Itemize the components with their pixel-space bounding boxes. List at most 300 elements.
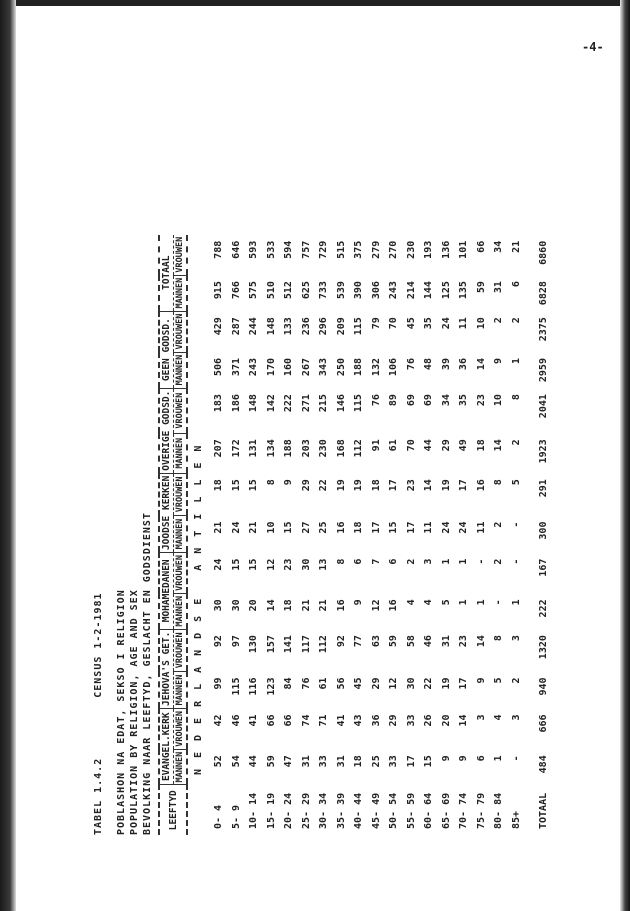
cell-value: 230 [405,240,417,259]
cell-value: 19 [440,479,452,492]
cell-value: 7 [370,558,382,565]
cell-value: 16 [388,599,399,612]
cell-value: 3 [510,714,522,721]
cell-value: 17 [405,521,417,534]
cell-value: 141 [283,635,294,654]
cell-value: 34 [493,240,504,253]
cell-value: 48 [423,358,434,371]
cell-value: 30 [230,599,242,612]
cell-value: 47 [283,755,294,768]
cell-value: 35 [423,317,434,330]
cell-value: 12 [265,558,277,571]
table-row [333,235,351,835]
cell-value: 29 [300,479,312,492]
sex-subheader: VROUWEN [174,388,188,433]
cell-value: 21 [213,521,224,534]
age-group: 20- 24 [283,792,294,829]
cell-value: 79 [370,317,382,330]
cell-value: 76 [370,394,382,407]
total-value: 666 [538,714,549,733]
cell-value: 23 [405,479,417,492]
table-row [403,235,421,835]
column-group-header: EVANGEL.KERK [159,708,174,785]
cell-value: 36 [458,358,469,371]
cell-value: 31 [335,755,347,768]
cell-value: 23 [283,558,294,571]
table-row [298,235,316,835]
cell-value: 19 [440,677,452,690]
cell-value: 42 [213,714,224,727]
cell-value: 1 [510,358,522,365]
cell-value: 729 [318,240,329,259]
cell-value: 20 [440,714,452,727]
cell-value: 1 [458,558,469,565]
cell-value: 136 [440,240,452,259]
cell-value: 33 [318,755,329,768]
cell-value: 267 [300,358,312,377]
age-group: 15- 19 [265,792,277,829]
cell-value: 18 [353,521,364,534]
scan-edge-left [0,0,16,911]
cell-value: 25 [370,755,382,768]
cell-value: 188 [283,439,294,458]
cell-value: 61 [318,677,329,690]
cell-value: 66 [265,714,277,727]
sex-subheader: MANNEN [174,671,188,708]
cell-value: 186 [230,394,242,413]
cell-value: 14 [423,479,434,492]
cell-value: 4 [423,599,434,606]
cell-value: 296 [318,317,329,336]
age-group: 25- 29 [300,792,312,829]
cell-value: 116 [248,677,259,696]
cell-value: 243 [248,358,259,377]
cell-value: 593 [248,240,259,259]
cell-value: 106 [388,358,399,377]
total-value: 484 [538,755,549,774]
age-group: 85+ [510,810,522,829]
cell-value: 2 [510,439,522,446]
cell-value: 71 [318,714,329,727]
cell-value: 17 [458,677,469,690]
table-label: TABEL 1.4.2 [93,757,104,835]
cell-value: 58 [405,635,417,648]
title-papiamentu: POBLASHON NA EDAT, SEKSO I RELIGION [116,589,127,835]
table-row [350,235,368,835]
cell-value: 22 [318,479,329,492]
cell-value: 2 [510,677,522,684]
cell-value: 371 [230,358,242,377]
cell-value: - [510,521,522,528]
cell-value: 193 [423,240,434,259]
cell-value: 30 [213,599,224,612]
cell-value: 306 [370,281,382,300]
age-header: LEEFTYD [159,785,187,835]
cell-value: 49 [458,439,469,452]
total-value: 300 [538,521,549,540]
cell-value: 31 [300,755,312,768]
sex-subheader: VROUWEN [174,235,188,275]
cell-value: 14 [265,599,277,612]
cell-value: 59 [388,635,399,648]
cell-value: 41 [335,714,347,727]
cell-value: 575 [248,281,259,300]
table-row [473,235,491,835]
cell-value: 230 [318,439,329,458]
cell-value: 515 [335,240,347,259]
cell-value: 15 [283,521,294,534]
total-value: 1320 [538,635,549,660]
sex-subheader: VROUWEN [174,708,188,749]
age-group: 5- 9 [230,804,242,829]
cell-value: 66 [475,240,487,253]
cell-value: 30 [300,558,312,571]
cell-value: 146 [335,394,347,413]
cell-value: 29 [440,439,452,452]
cell-value: 31 [493,281,504,294]
cell-value: 148 [248,394,259,413]
cell-value: 99 [213,677,224,690]
cell-value: 33 [405,714,417,727]
cell-value: 19 [335,479,347,492]
cell-value: 15 [248,558,259,571]
page-number: -4- [582,40,604,54]
cell-value: 45 [405,317,417,330]
cell-value: 625 [300,281,312,300]
cell-value: 41 [248,714,259,727]
cell-value: 89 [388,394,399,407]
cell-value: 157 [265,635,277,654]
cell-value: 69 [405,394,417,407]
age-group: 70- 74 [458,792,469,829]
cell-value: 6 [388,558,399,565]
cell-value: 207 [213,439,224,458]
sex-subheader: MANNEN [174,516,188,553]
cell-value: 9 [475,677,487,684]
cell-value: 168 [335,439,347,458]
cell-value: 70 [388,317,399,330]
age-group: 55- 59 [405,792,417,829]
cell-value: 733 [318,281,329,300]
cell-value: 35 [458,394,469,407]
cell-value: 9 [458,755,469,762]
cell-value: 15 [388,521,399,534]
cell-value: 134 [265,439,277,458]
cell-value: 21 [300,599,312,612]
cell-value: 222 [283,394,294,413]
sex-subheader: MANNEN [174,433,188,473]
cell-value: 5 [510,479,522,486]
column-group-header: JEHOVA'S GET. [159,629,174,708]
cell-value: 16 [475,479,487,492]
cell-value: 29 [370,677,382,690]
age-group: 75- 79 [475,792,487,829]
cell-value: 70 [405,439,417,452]
cell-value: 244 [248,317,259,336]
table-row [438,235,456,835]
cell-value: 15 [230,479,242,492]
cell-value: 287 [230,317,242,336]
table-row [368,235,386,835]
cell-value: 6 [510,281,522,288]
cell-value: 132 [370,358,382,377]
cell-value: 209 [335,317,347,336]
cell-value: 10 [265,521,277,534]
cell-value: 539 [335,281,347,300]
table-row [210,235,228,835]
cell-value: 23 [458,635,469,648]
cell-value: 29 [388,714,399,727]
table-row [263,235,281,835]
cell-value: 46 [230,714,242,727]
cell-value: 1 [510,599,522,606]
total-label: TOTAAL [538,792,549,829]
cell-value: 39 [440,358,452,371]
cell-value: - [493,599,504,606]
scan-edge-right [620,0,630,911]
title-english: POPULATION BY RELIGION, AGE AND SEX [129,589,140,835]
column-group-header: JOODSE KERKEN [159,473,174,552]
cell-value: 9 [493,358,504,365]
age-group: 10- 14 [248,792,259,829]
total-value: 1923 [538,439,549,464]
cell-value: 91 [370,439,382,452]
cell-value: 14 [493,439,504,452]
age-group: 60- 64 [423,792,434,829]
cell-value: 92 [335,635,347,648]
cell-value: 8 [510,394,522,401]
total-value: 167 [538,558,549,577]
cell-value: 170 [265,358,277,377]
cell-value: 26 [423,714,434,727]
cell-value: 34 [440,394,452,407]
table-row [490,235,508,835]
cell-value: 1 [440,558,452,565]
cell-value: 18 [213,479,224,492]
cell-value: 56 [335,677,347,690]
cell-value: 21 [510,240,522,253]
cell-value: 2 [510,317,522,324]
sex-subheader: VROUWEN [174,553,188,594]
column-group-header: MOHAMEDANEN [159,553,174,630]
cell-value: 4 [493,714,504,721]
cell-value: 18 [370,479,382,492]
cell-value: 63 [370,635,382,648]
cell-value: 31 [440,635,452,648]
total-value: 2959 [538,358,549,383]
cell-value: 23 [475,394,487,407]
cell-value: 11 [423,521,434,534]
cell-value: 757 [300,240,312,259]
cell-value: 46 [423,635,434,648]
cell-value: 24 [213,558,224,571]
cell-value: 17 [388,479,399,492]
table-row [420,235,438,835]
table-heading [92,65,105,835]
cell-value: 133 [283,317,294,336]
table-row [315,235,333,835]
cell-value: 69 [423,394,434,407]
cell-value: 112 [353,439,364,458]
cell-value: 160 [283,358,294,377]
cell-value: - [510,755,522,762]
cell-value: 8 [493,635,504,642]
cell-value: 10 [475,317,487,330]
cell-value: 142 [265,394,277,413]
cell-value: 18 [283,599,294,612]
cell-value: 18 [353,755,364,768]
sex-subheader: VROUWEN [174,473,188,515]
cell-value: 512 [283,281,294,300]
age-group: 65- 69 [440,792,452,829]
rotated-table-page [92,65,549,835]
age-group: 30- 34 [318,792,329,829]
cell-value: 16 [335,599,347,612]
cell-value: 117 [300,635,312,654]
sex-subheader: VROUWEN [174,311,188,352]
cell-value: 76 [405,358,417,371]
cell-value: 45 [353,677,364,690]
sex-subheader: VROUWEN [174,629,188,671]
cell-value: 271 [300,394,312,413]
cell-value: 375 [353,240,364,259]
cell-value: 243 [388,281,399,300]
cell-value: 533 [265,240,277,259]
cell-value: 3 [423,558,434,565]
cell-value: 59 [265,755,277,768]
total-value: 940 [538,677,549,696]
cell-value: 788 [213,240,224,259]
cell-value: 9 [283,479,294,486]
cell-value: 14 [458,714,469,727]
cell-value: 101 [458,240,469,259]
cell-value: 215 [318,394,329,413]
cell-value: 30 [405,677,417,690]
cell-value: 123 [265,677,277,696]
cell-value: 52 [213,755,224,768]
cell-value: 236 [300,317,312,336]
cell-value: 84 [283,677,294,690]
cell-value: 270 [388,240,399,259]
cell-value: 43 [353,714,364,727]
cell-value: 115 [353,317,364,336]
age-group: 0- 4 [213,804,224,829]
cell-value: 131 [248,439,259,458]
cell-value: 14 [475,635,487,648]
cell-value: 97 [230,635,242,648]
sex-subheader: MANNEN [174,749,188,785]
column-group-header: TOTAAL [159,235,174,311]
cell-value: 279 [370,240,382,259]
cell-value: 250 [335,358,347,377]
cell-value: 12 [388,677,399,690]
cell-value: 21 [248,521,259,534]
cell-value: 112 [318,635,329,654]
cell-value: 36 [370,714,382,727]
cell-value: 429 [213,317,224,336]
cell-value: 15 [230,558,242,571]
cell-value: 130 [248,635,259,654]
cell-value: 9 [353,599,364,606]
cell-value: 24 [440,317,452,330]
cell-value: 3 [510,635,522,642]
cell-value: 33 [388,755,399,768]
cell-value: 15 [248,479,259,492]
age-group: 35- 39 [335,792,347,829]
table-row [228,235,246,835]
cell-value: 5 [493,677,504,684]
cell-value: 1 [475,599,487,606]
column-group-header: GEEN GODSD. [159,311,174,388]
age-group: 45- 49 [370,792,382,829]
total-value: 6828 [538,281,549,306]
cell-value: 74 [300,714,312,727]
scan-edge-top [0,0,630,6]
cell-value: 115 [353,394,364,413]
cell-value: - [475,558,487,565]
cell-value: 188 [353,358,364,377]
cell-value: 92 [213,635,224,648]
cell-value: 144 [423,281,434,300]
cell-value: 2 [493,558,504,565]
cell-value: 66 [283,714,294,727]
cell-value: 77 [353,635,364,648]
cell-value: 12 [370,599,382,612]
cell-value: 14 [475,358,487,371]
cell-value: 17 [405,755,417,768]
cell-value: 343 [318,358,329,377]
total-row [525,235,553,835]
table-row [455,235,473,835]
cell-value: 1 [493,755,504,762]
cell-value: 10 [493,394,504,407]
title-dutch: BEVOLKING NAAR LEEFTYD, GESLACHT EN GODSDIENST [142,512,153,835]
age-group: 80- 84 [493,792,504,829]
cell-value: 19 [353,479,364,492]
cell-value: 8 [335,558,347,565]
table-row [508,235,526,835]
cell-value: 172 [230,439,242,458]
region-banner: NEDERLANDSE ANTILLEN [193,434,205,775]
cell-value: 6 [353,558,364,565]
cell-value: 183 [213,394,224,413]
cell-value: 22 [423,677,434,690]
cell-value: 25 [318,521,329,534]
total-value: 291 [538,479,549,498]
cell-value: 646 [230,240,242,259]
cell-value: 61 [388,439,399,452]
cell-value: 594 [283,240,294,259]
cell-value: 506 [213,358,224,377]
age-group: 40- 44 [353,792,364,829]
cell-value: 27 [300,521,312,534]
cell-value: 4 [405,599,417,606]
table-row [385,235,403,835]
cell-value: 8 [493,479,504,486]
total-value: 222 [538,599,549,618]
column-group-header: OVERIGE GODSD. [159,388,174,473]
cell-value: 20 [248,599,259,612]
table-row [245,235,263,835]
cell-value: 148 [265,317,277,336]
cell-value: 6 [475,755,487,762]
cell-value: 44 [248,755,259,768]
cell-value: 3 [475,714,487,721]
cell-value: 2 [493,317,504,324]
table-row [280,235,298,835]
cell-value: 214 [405,281,417,300]
age-group: 50- 54 [388,792,399,829]
